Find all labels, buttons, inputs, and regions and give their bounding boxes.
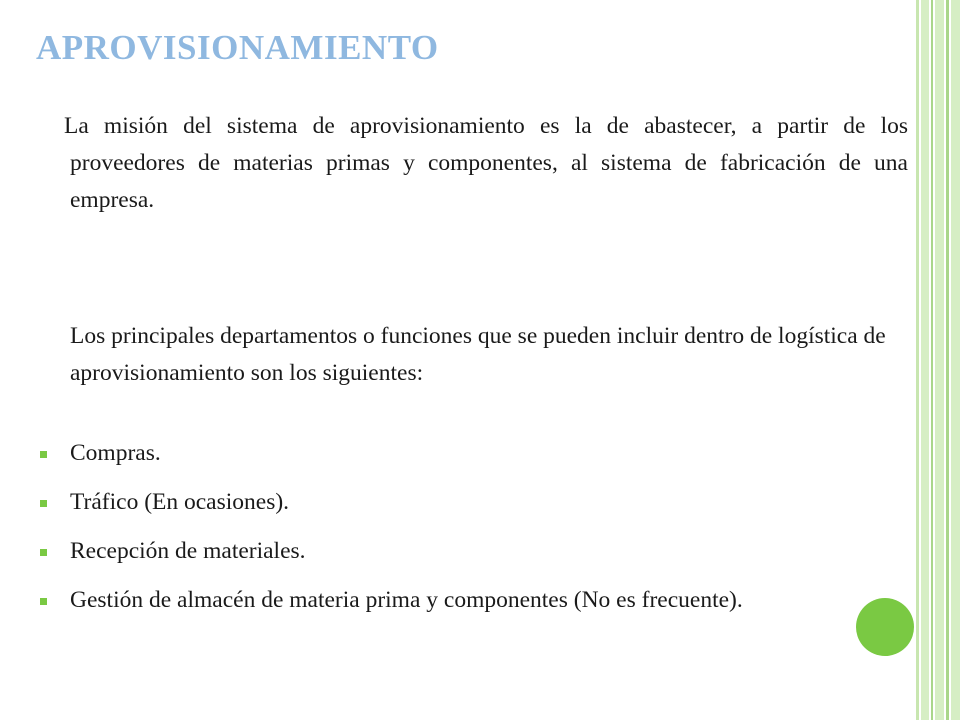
decorative-stripe: [916, 0, 919, 720]
bullet-item: [34, 486, 864, 518]
square-bullet-icon: [40, 598, 47, 605]
bullet-item: [34, 437, 864, 469]
decorative-circle: [856, 598, 914, 656]
square-bullet-icon: [40, 549, 47, 556]
bullet-list: [34, 437, 864, 616]
bullet-item: [34, 535, 864, 567]
bullet-item: [34, 584, 864, 616]
decorative-stripe: [931, 0, 933, 720]
decorative-stripe: [946, 0, 949, 720]
slide-title: APROVISIONAMIENTO: [36, 28, 439, 67]
decorative-stripe: [935, 0, 944, 720]
decorative-stripe: [921, 0, 929, 720]
bullet-text: Compras.: [70, 440, 161, 466]
decorative-stripe: [951, 0, 960, 720]
bullet-text: Tráfico (En ocasiones).: [70, 489, 290, 515]
bullet-text: Gestión de almacén de materia prima y componentes (No es frecuente).: [70, 587, 743, 613]
bullet-text: Recepción de materiales.: [70, 538, 306, 564]
intro-paragraph: La misión del sistema de aprovisionamiento es la de abastecer, a partir de los proveedores de materias primas y componentes, al sistema de fabricación de una empresa.: [64, 113, 908, 213]
square-bullet-icon: [40, 451, 47, 458]
departments-paragraph: Los principales departamentos o funciones que se pueden incluir dentro de logística de aprovisionamiento son los siguientes:: [70, 323, 886, 386]
square-bullet-icon: [40, 500, 47, 507]
